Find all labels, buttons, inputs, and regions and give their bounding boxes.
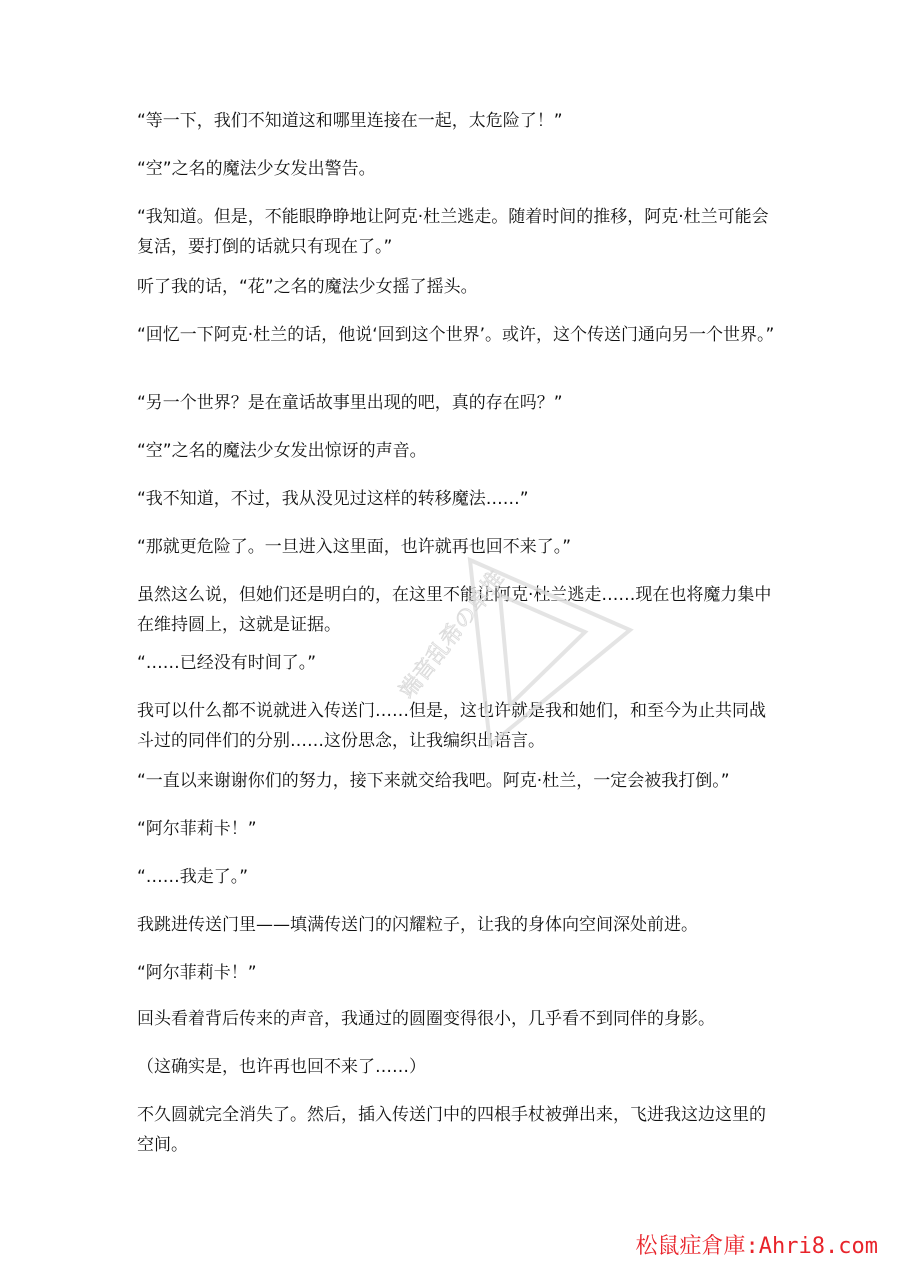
paragraph: 虽然这么说，但她们还是明白的，在这里不能让阿克·杜兰逃走……现在也将魔力集中在维持圆上，这就是证据。 [137, 585, 772, 635]
paragraph: （这确实是，也许再也回不来了……） [137, 1057, 426, 1077]
paragraph: 回头看着背后传来的声音，我通过的圆圈变得很小，几乎看不到同伴的身影。 [137, 1009, 715, 1029]
paragraph: “空”之名的魔法少女发出惊讶的声音。 [137, 441, 427, 461]
paragraph: 听了我的话，“花”之名的魔法少女摇了摇头。 [137, 277, 478, 297]
paragraph: “那就更危险了。一旦进入这里面，也许就再也回不来了。” [137, 537, 572, 557]
paragraph: 我跳进传送门里——填满传送门的闪耀粒子，让我的身体向空间深处前进。 [137, 915, 698, 935]
paragraph: “一直以来谢谢你们的努力，接下来就交给我吧。阿克·杜兰，一定会被我打倒。” [137, 771, 730, 791]
watermark-text: 端音乱希の单推 [395, 566, 510, 704]
paragraph: “……已经没有时间了。” [137, 653, 317, 673]
paragraph: “阿尔菲莉卡！” [137, 819, 257, 839]
paragraph: “空”之名的魔法少女发出警告。 [137, 159, 376, 179]
paragraph: “阿尔菲莉卡！” [137, 963, 257, 983]
footer-source-label: 松鼠症倉庫:Ahri8.com [635, 1234, 878, 1259]
paragraph: 我可以什么都不说就进入传送门……但是，这也许就是我和她们，和至今为止共同战斗过的同伴们的分别……这份思念，让我编织出语言。 [137, 701, 766, 751]
paragraph: “另一个世界？是在童话故事里出现的吧，真的存在吗？” [137, 393, 563, 413]
paragraph: “回忆一下阿克·杜兰的话，他说‘回到这个世界’。或许，这个传送门通向另一个世界。” [137, 325, 775, 345]
paragraph: “……我走了。” [137, 867, 249, 887]
paragraph: 不久圆就完全消失了。然后，插入传送门中的四根手杖被弹出来，飞进我这边这里的空间。 [137, 1105, 766, 1155]
paragraph: “我知道。但是，不能眼睁睁地让阿克·杜兰逃走。随着时间的推移，阿克·杜兰可能会复活，要打倒的话就只有现在了。” [137, 207, 769, 257]
paragraph: “我不知道，不过，我从没见过这样的转移魔法……” [137, 489, 529, 509]
paragraph: “等一下，我们不知道这和哪里连接在一起，太危险了！” [137, 111, 563, 131]
